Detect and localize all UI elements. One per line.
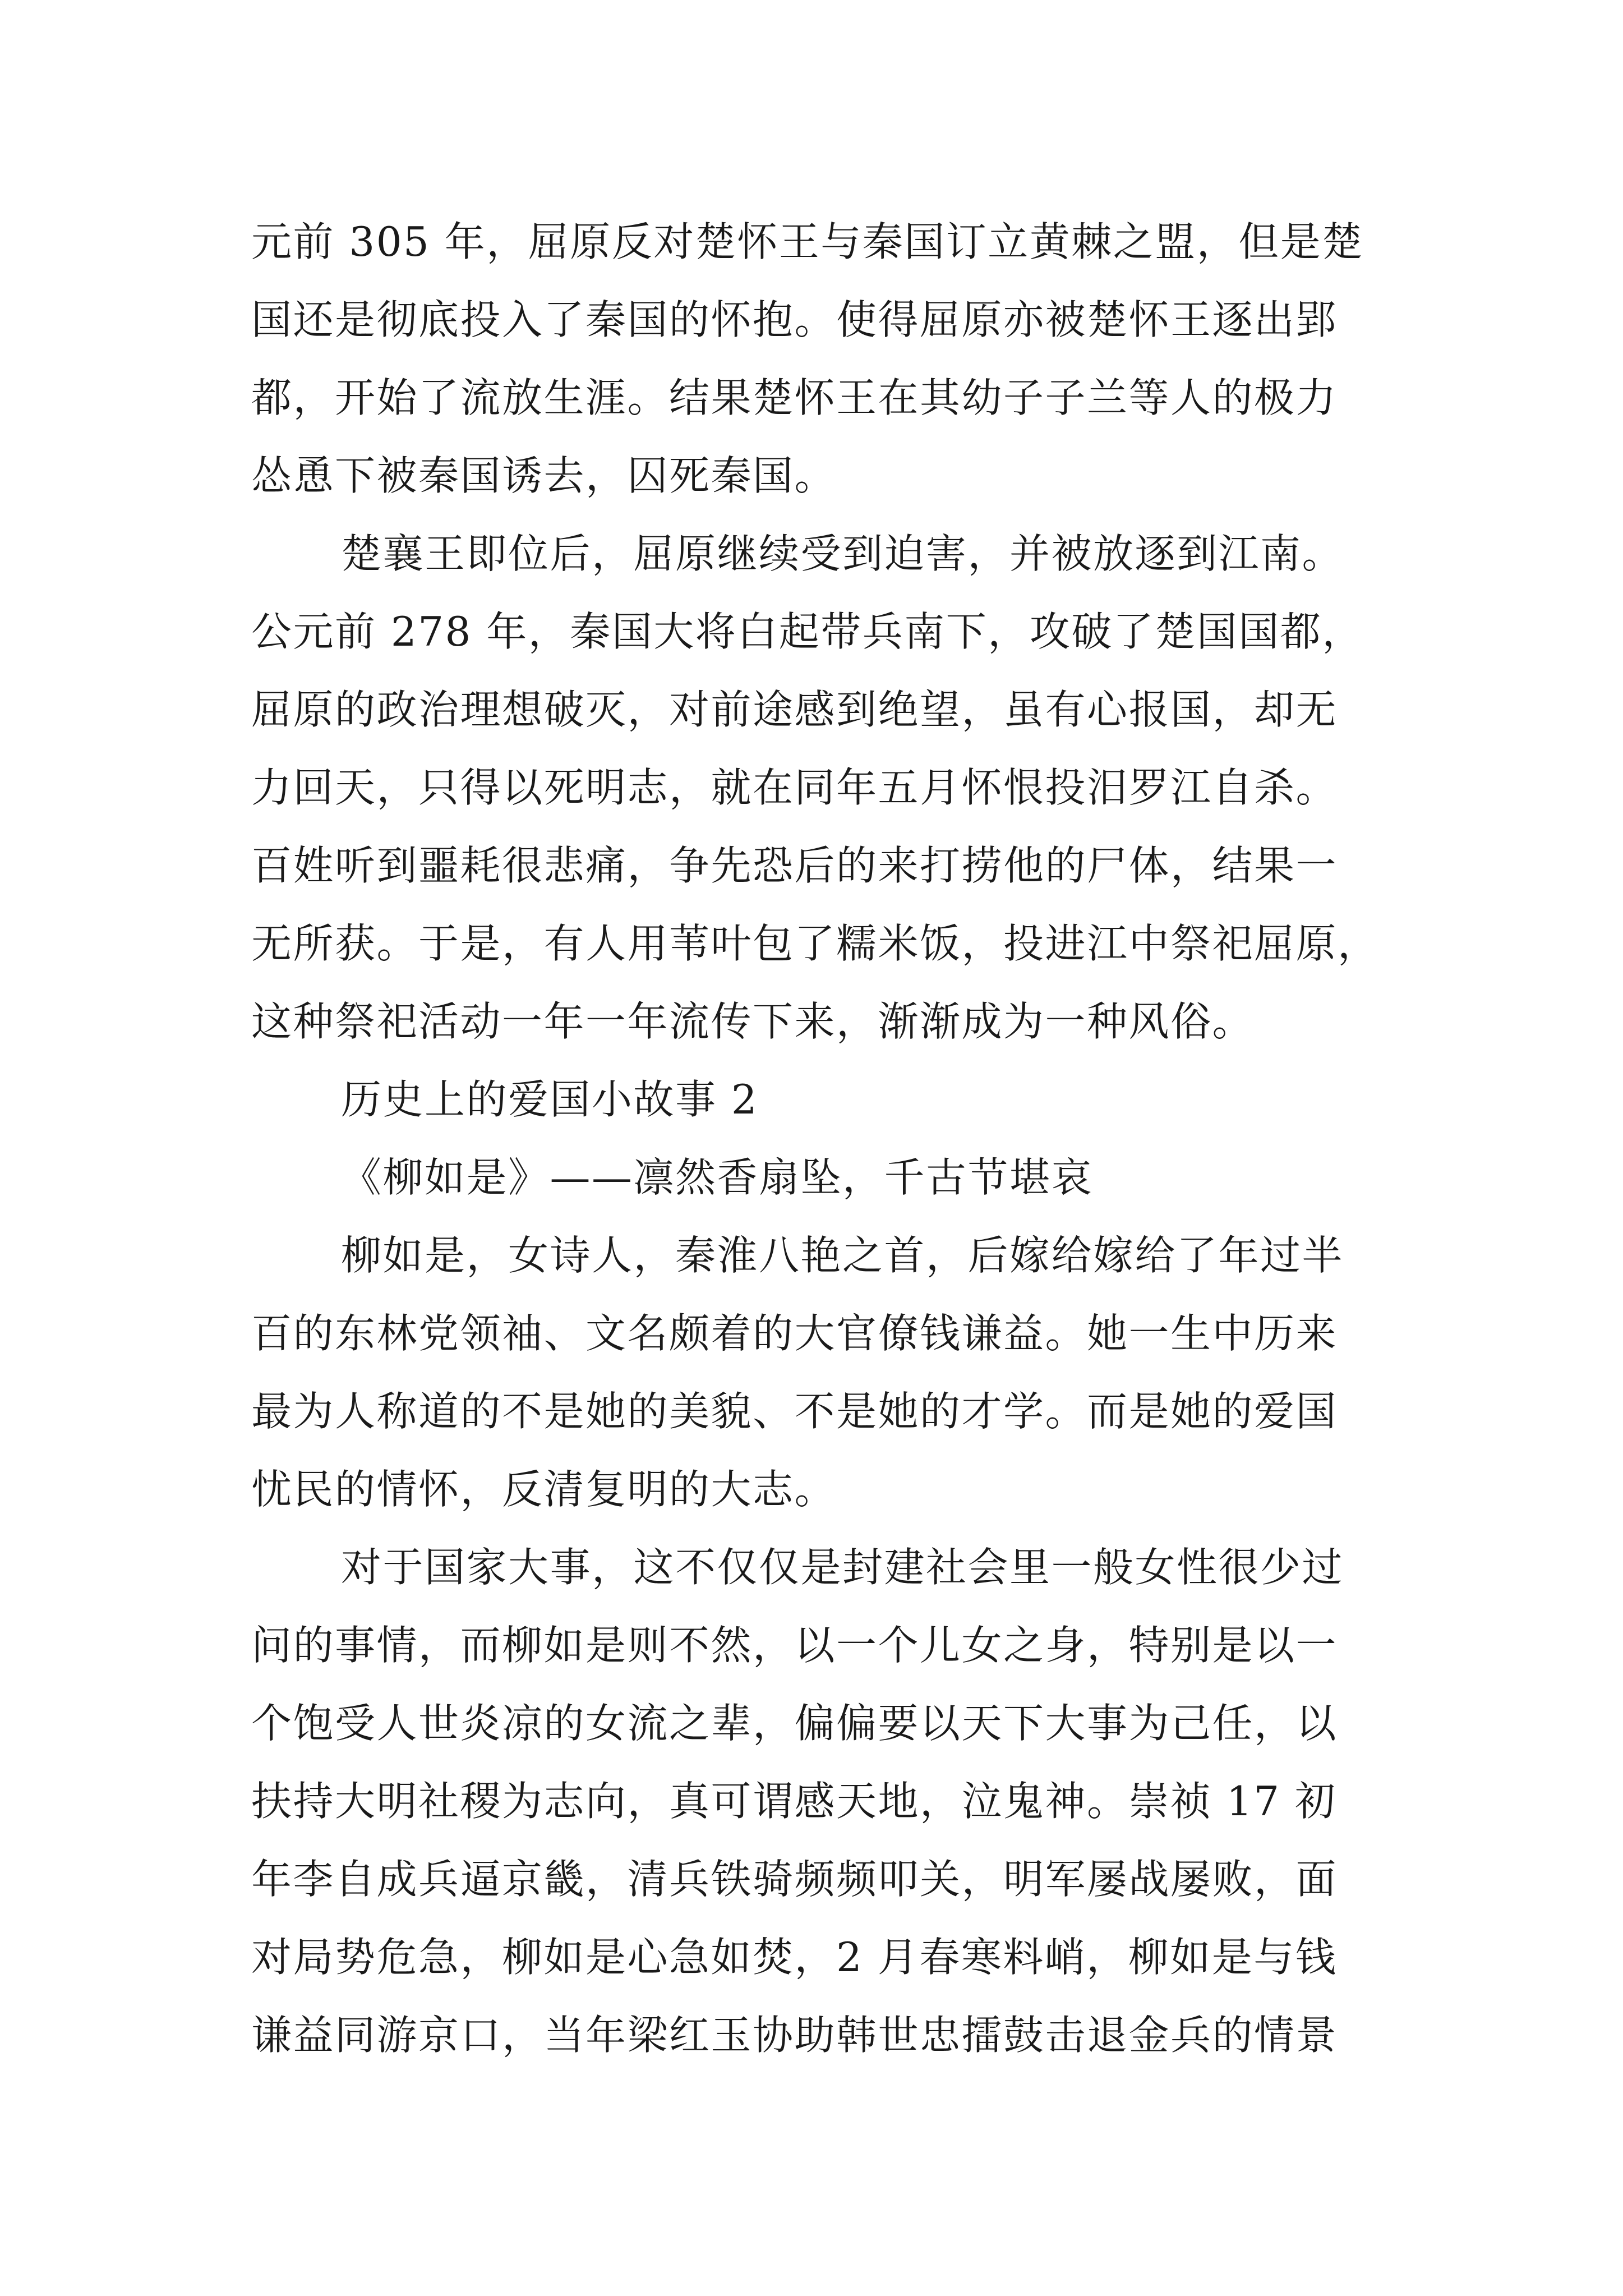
text-line: 谦益同游京口，当年梁红玉协助韩世忠擂鼓击退金兵的情景 (251, 2012, 1338, 2059)
text-line: 柳如是，女诗人，秦淮八艳之首，后嫁给嫁给了年过半 (341, 1232, 1344, 1279)
text-line: 楚襄王即位后，屈原继续受到迫害，并被放逐到江南。 (341, 530, 1344, 577)
text-line: 力回天，只得以死明志，就在同年五月怀恨投汨罗江自杀。 (251, 764, 1338, 811)
text-line: 历史上的爱国小故事 2 (341, 1076, 759, 1123)
text-line: 最为人称道的不是她的美貌、不是她的才学。而是她的爱国 (251, 1388, 1338, 1435)
text-line: 百的东林党领袖、文名颇着的大官僚钱谦益。她一生中历来 (251, 1310, 1338, 1357)
text-line: 屈原的政治理想破灭，对前途感到绝望，虽有心报国，却无 (251, 686, 1338, 733)
text-line: 个饱受人世炎凉的女流之辈，偏偏要以天下大事为己任，以 (251, 1700, 1338, 1747)
text-line: 都，开始了流放生涯。结果楚怀王在其幼子子兰等人的极力 (251, 374, 1338, 421)
text-line: 对于国家大事，这不仅仅是封建社会里一般女性很少过 (341, 1544, 1344, 1591)
text-line: 公元前 278 年，秦国大将白起带兵南下，攻破了楚国国都， (251, 608, 1364, 655)
text-line: 对局势危急，柳如是心急如焚，2 月春寒料峭，柳如是与钱 (251, 1934, 1338, 1981)
text-line: 年李自成兵逼京畿，清兵铁骑频频叩关，明军屡战屡败，面 (251, 1856, 1338, 1903)
text-line: 《柳如是》——凛然香扇坠，千古节堪哀 (341, 1154, 1094, 1201)
text-line: 国还是彻底投入了秦国的怀抱。使得屈原亦被楚怀王逐出郢 (251, 296, 1338, 343)
text-line: 问的事情，而柳如是则不然，以一个儿女之身，特别是以一 (251, 1622, 1338, 1669)
document-body (251, 203, 1390, 2074)
text-line: 扶持大明社稷为志向，真可谓感天地，泣鬼神。崇祯 17 初 (251, 1778, 1337, 1825)
text-line: 这种祭祀活动一年一年流传下来，渐渐成为一种风俗。 (251, 998, 1255, 1045)
text-line: 无所获。于是，有人用苇叶包了糯米饭，投进江中祭祀屈原， (251, 920, 1380, 967)
text-line: 百姓听到噩耗很悲痛，争先恐后的来打捞他的尸体，结果一 (251, 842, 1338, 889)
text-line: 忧民的情怀，反清复明的大志。 (251, 1466, 837, 1513)
text-line: 元前 305 年，屈原反对楚怀王与秦国订立黄棘之盟，但是楚 (251, 218, 1364, 265)
text-line: 怂恿下被秦国诱去，囚死秦国。 (251, 452, 837, 499)
